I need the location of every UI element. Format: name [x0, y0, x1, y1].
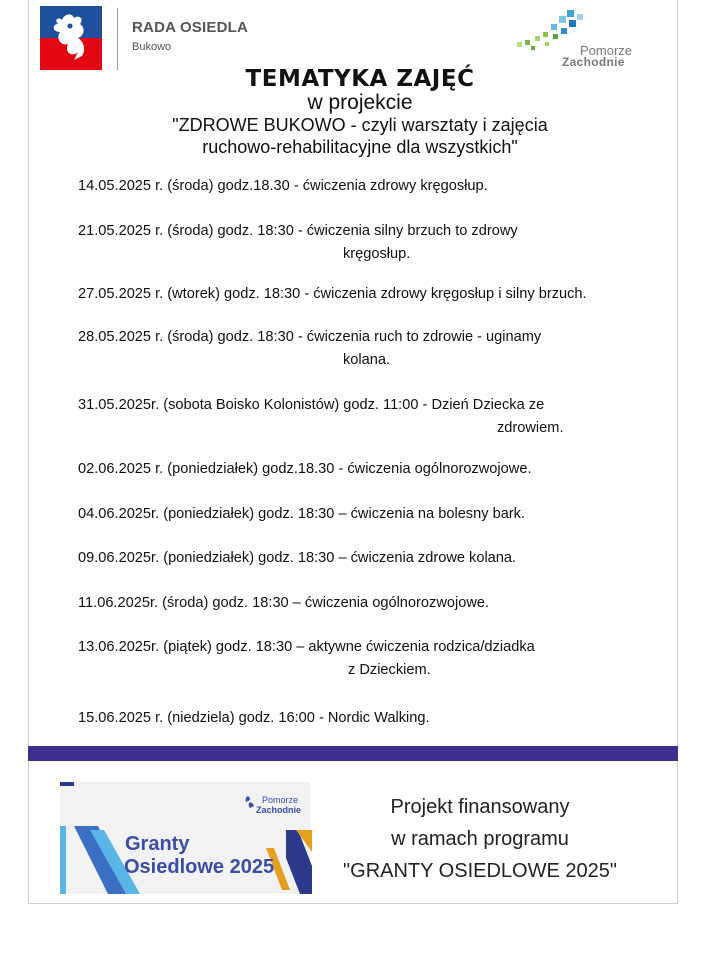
schedule-item-cont: kręgosłup.: [343, 246, 411, 262]
schedule-item: [78, 707, 430, 730]
region-name-line1: Pomorze: [580, 43, 633, 58]
schedule-item: [78, 547, 516, 570]
funding-line2: w ramach programu: [391, 828, 569, 850]
schedule-item: [78, 394, 564, 440]
schedule-item: [78, 326, 541, 372]
org-sub: Bukowo: [132, 41, 172, 53]
schedule-item: [78, 636, 535, 682]
schedule-item-main: 13.06.2025r. (piątek) godz. 18:30 – aktywne ćwiczenia rodzica/dziadka: [78, 639, 535, 655]
schedule-item-cont: zdrowiem.: [497, 420, 564, 436]
schedule-item: [78, 592, 489, 615]
page-title-line2: w projekcie: [307, 91, 413, 114]
szczecin-griffin-logo-icon: [40, 6, 102, 70]
schedule-item: [78, 175, 488, 198]
schedule-item: [78, 458, 532, 481]
schedule-item-main: 27.05.2025 r. (wtorek) godz. 18:30 - ćwiczenia zdrowy kręgosłup i silny brzuch.: [78, 286, 587, 302]
granty-title-line2: Osiedlowe 2025: [124, 856, 275, 878]
small-region-line1: Pomorze: [262, 795, 299, 805]
schedule-item-main: 28.05.2025 r. (środa) godz. 18:30 - ćwiczenia ruch to zdrowie - uginamy: [78, 329, 542, 345]
schedule-item: [78, 283, 587, 306]
granty-title-line1: Granty: [125, 833, 190, 855]
schedule-item-main: 04.06.2025r. (poniedziałek) godz. 18:30 – ćwiczenia na bolesny bark.: [78, 506, 526, 522]
schedule-item-main: 14.05.2025 r. (środa) godz.18.30 - ćwiczenia zdrowy kręgosłup.: [78, 178, 488, 194]
schedule-item: [78, 220, 518, 266]
funding-line1: Projekt finansowany: [390, 796, 570, 818]
schedule-item-main: 09.06.2025r. (poniedziałek) godz. 18:30 – ćwiczenia zdrowe kolana.: [78, 550, 517, 566]
footer-band: [28, 746, 678, 761]
schedule-item-main: 21.05.2025 r. (środa) godz. 18:30 - ćwiczenia silny brzuch to zdrowy: [78, 223, 518, 239]
project-name-line2: ruchowo-rehabilitacyjne dla wszystkich": [202, 137, 518, 157]
schedule-item: [78, 503, 525, 526]
schedule-item-cont: kolana.: [343, 352, 391, 368]
region-name-line2: Zachodnie: [562, 55, 625, 69]
project-name: [0, 114, 720, 158]
header-divider: [117, 8, 118, 70]
project-name-line1: "ZDROWE BUKOWO - czyli warsztaty i zajęcia: [172, 115, 548, 135]
small-region-line2: Zachodnie: [256, 805, 302, 815]
funding-line3: "GRANTY OSIEDLOWE 2025": [343, 860, 617, 882]
schedule-item-cont: z Dzieckiem.: [348, 662, 431, 678]
org-name: RADA OSIEDLA: [132, 19, 249, 36]
schedule-item-main: 31.05.2025r. (sobota Boisko Kolonistów) godz. 11:00 - Dzień Dziecka ze: [78, 397, 545, 413]
schedule-item-main: 15.06.2025 r. (niedziela) godz. 16:00 - Nordic Walking.: [78, 710, 430, 726]
schedule-item-main: 11.06.2025r. (środa) godz. 18:30 – ćwiczenia ogólnorozwojowe.: [78, 595, 490, 611]
page-title: TEMATYKA ZAJĘĆ: [245, 66, 475, 92]
schedule-item-main: 02.06.2025 r. (poniedziałek) godz.18.30 - ćwiczenia ogólnorozwojowe.: [78, 461, 532, 477]
